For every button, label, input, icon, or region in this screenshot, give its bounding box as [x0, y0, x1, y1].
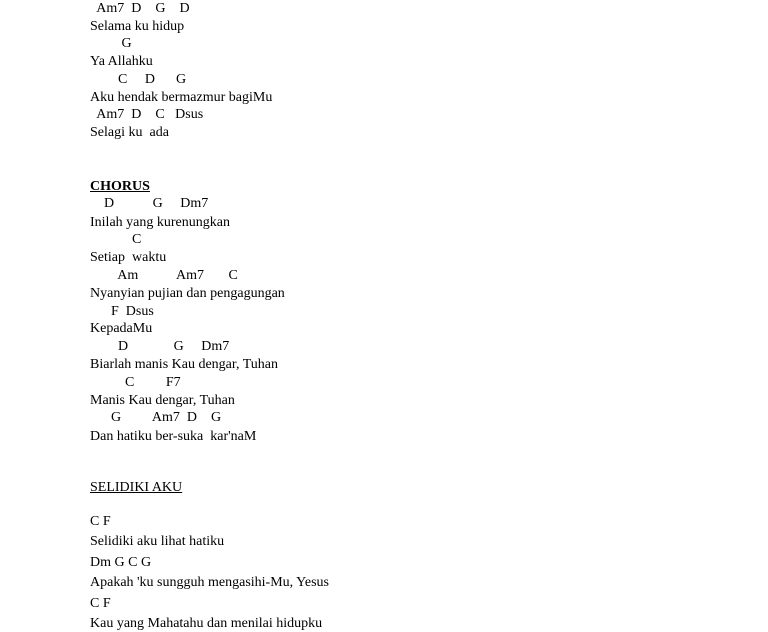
lyric-line: Ya Allahku: [90, 54, 153, 69]
lyric-line: Aku hendak bermazmur bagiMu: [90, 90, 273, 105]
section-heading-chorus: CHORUS: [90, 179, 150, 194]
lyric-line: Setiap waktu: [90, 250, 167, 265]
song-title-selidiki-aku: SELIDIKI AKU: [90, 480, 183, 495]
chord-line: Am7 D C Dsus: [90, 107, 204, 122]
lyric-line: Biarlah manis Kau dengar, Tuhan: [90, 357, 279, 372]
lyric-line: Manis Kau dengar, Tuhan: [90, 393, 235, 408]
lyric-line: Nyanyian pujian dan pengagungan: [90, 286, 285, 301]
chord-line: D G Dm7: [90, 339, 230, 354]
chord-line: Am Am7 C: [90, 268, 238, 283]
chord-line: D G Dm7: [90, 196, 209, 211]
chord-line: C D G: [90, 72, 187, 87]
chord-line: Dm G C G: [90, 555, 152, 570]
lyric-line: Dan hatiku ber-suka kar'naM: [90, 429, 257, 444]
lyric-line: Kau yang Mahatahu dan menilai hidupku: [90, 616, 323, 631]
chord-line: F Dsus: [90, 304, 154, 319]
chord-line: G: [90, 36, 132, 51]
lyric-line: KepadaMu: [90, 321, 153, 336]
chord-line: Am7 D G D: [90, 1, 190, 16]
lyric-line: Inilah yang kurenungkan: [90, 215, 230, 230]
chord-line: C F: [90, 514, 111, 529]
lyric-line: Selidiki aku lihat hatiku: [90, 534, 225, 549]
chord-line: C F7: [90, 375, 181, 390]
chord-line: G Am7 D G: [90, 410, 222, 425]
lyric-line: Selama ku hidup: [90, 19, 185, 34]
lyric-line: Selagi ku ada: [90, 125, 169, 140]
lyric-line: Apakah 'ku sungguh mengasihi-Mu, Yesus: [90, 575, 329, 590]
chord-line: C F: [90, 596, 111, 611]
chord-line: C: [90, 232, 142, 247]
